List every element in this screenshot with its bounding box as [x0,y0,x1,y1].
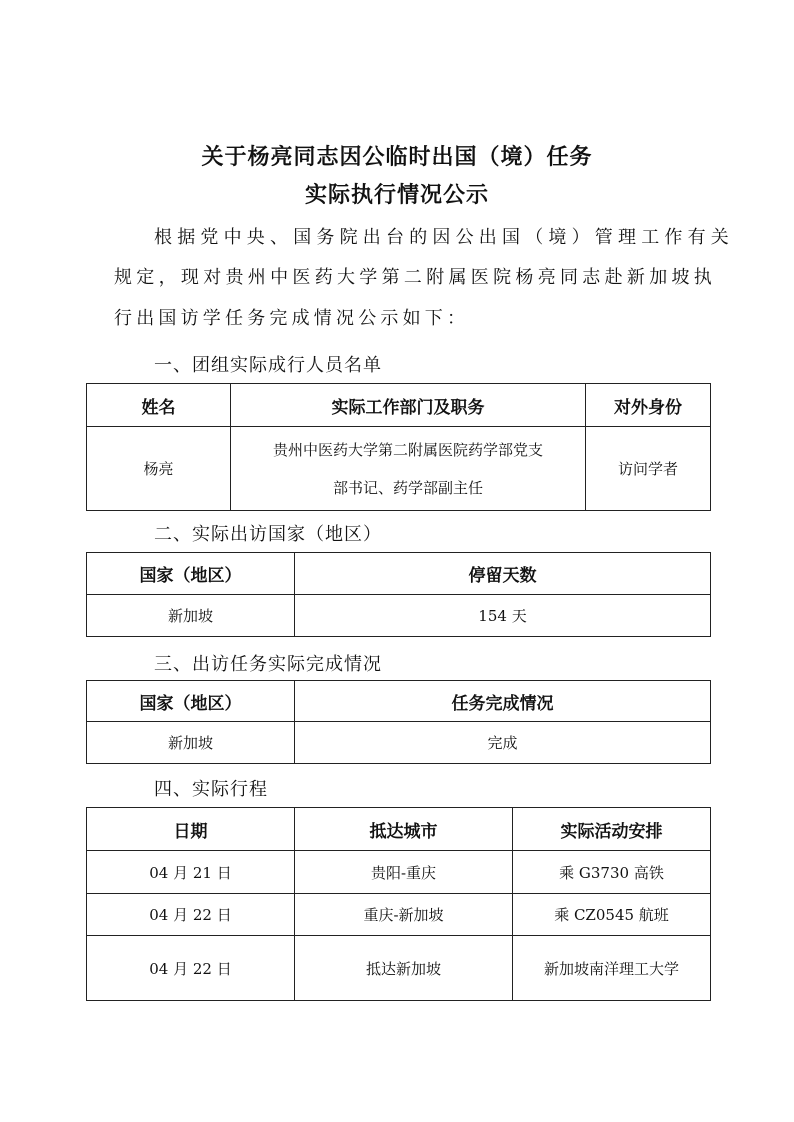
itinerary-activity: 乘 G3730 高铁 [513,851,711,894]
itinerary-city: 贵阳-重庆 [295,851,513,894]
member-dept [231,427,586,511]
table-row [87,595,711,637]
table-header-row [87,808,711,851]
itinerary-date: 04 月 22 日 [87,894,295,936]
itinerary-city: 抵达新加坡 [295,936,513,1001]
table-row [87,851,711,894]
header-identity: 对外身份 [586,384,711,427]
task-country: 新加坡 [87,722,295,764]
table-row [87,894,711,936]
table-header-row [87,384,711,427]
task-completion-table [86,680,711,764]
section2-heading: 二、实际出访国家（地区） [154,524,382,545]
itinerary-date: 04 月 21 日 [87,851,295,894]
task-status: 完成 [295,722,711,764]
member-name: 杨亮 [87,427,231,511]
table-row [87,427,711,511]
header-name: 姓名 [87,384,231,427]
countries-table [86,552,711,637]
itinerary-activity: 乘 CZ0545 航班 [513,894,711,936]
header-country: 国家（地区） [87,553,295,595]
section3-heading: 三、出访任务实际完成情况 [154,654,382,675]
member-dept-line1: 贵州中医药大学第二附属医院药学部党支 [272,440,543,459]
table-header-row [87,553,711,595]
visit-country: 新加坡 [87,595,295,637]
intro-paragraph-line2: 规定，现对贵州中医药大学第二附属医院杨亮同志赴新加坡执 [114,267,717,288]
table-row [87,722,711,764]
member-dept-line2: 部书记、药学部副主任 [332,478,483,497]
table-header-row [87,681,711,722]
members-table [86,383,711,511]
document-title-line2: 实际执行情况公示 [304,182,489,208]
section4-heading: 四、实际行程 [154,779,268,800]
header-date: 日期 [87,808,295,851]
header-activity: 实际活动安排 [513,808,711,851]
header-dept: 实际工作部门及职务 [231,384,586,427]
header-status: 任务完成情况 [295,681,711,722]
itinerary-activity: 新加坡南洋理工大学 [513,936,711,1001]
header-country: 国家（地区） [87,681,295,722]
visit-days: 154 天 [295,595,711,637]
section1-heading: 一、团组实际成行人员名单 [154,355,382,376]
document-title-line1: 关于杨亮同志因公临时出国（境）任务 [201,144,593,170]
member-identity: 访问学者 [586,427,711,511]
itinerary-date: 04 月 22 日 [87,936,295,1001]
header-city: 抵达城市 [295,808,513,851]
intro-paragraph-line3: 行出国访学任务完成情况公示如下： [114,308,470,329]
intro-paragraph-line1: 根据党中央、国务院出台的因公出国（境）管理工作有关 [154,227,734,248]
itinerary-table [86,807,711,1001]
header-days: 停留天数 [295,553,711,595]
table-row [87,936,711,1001]
itinerary-city: 重庆-新加坡 [295,894,513,936]
